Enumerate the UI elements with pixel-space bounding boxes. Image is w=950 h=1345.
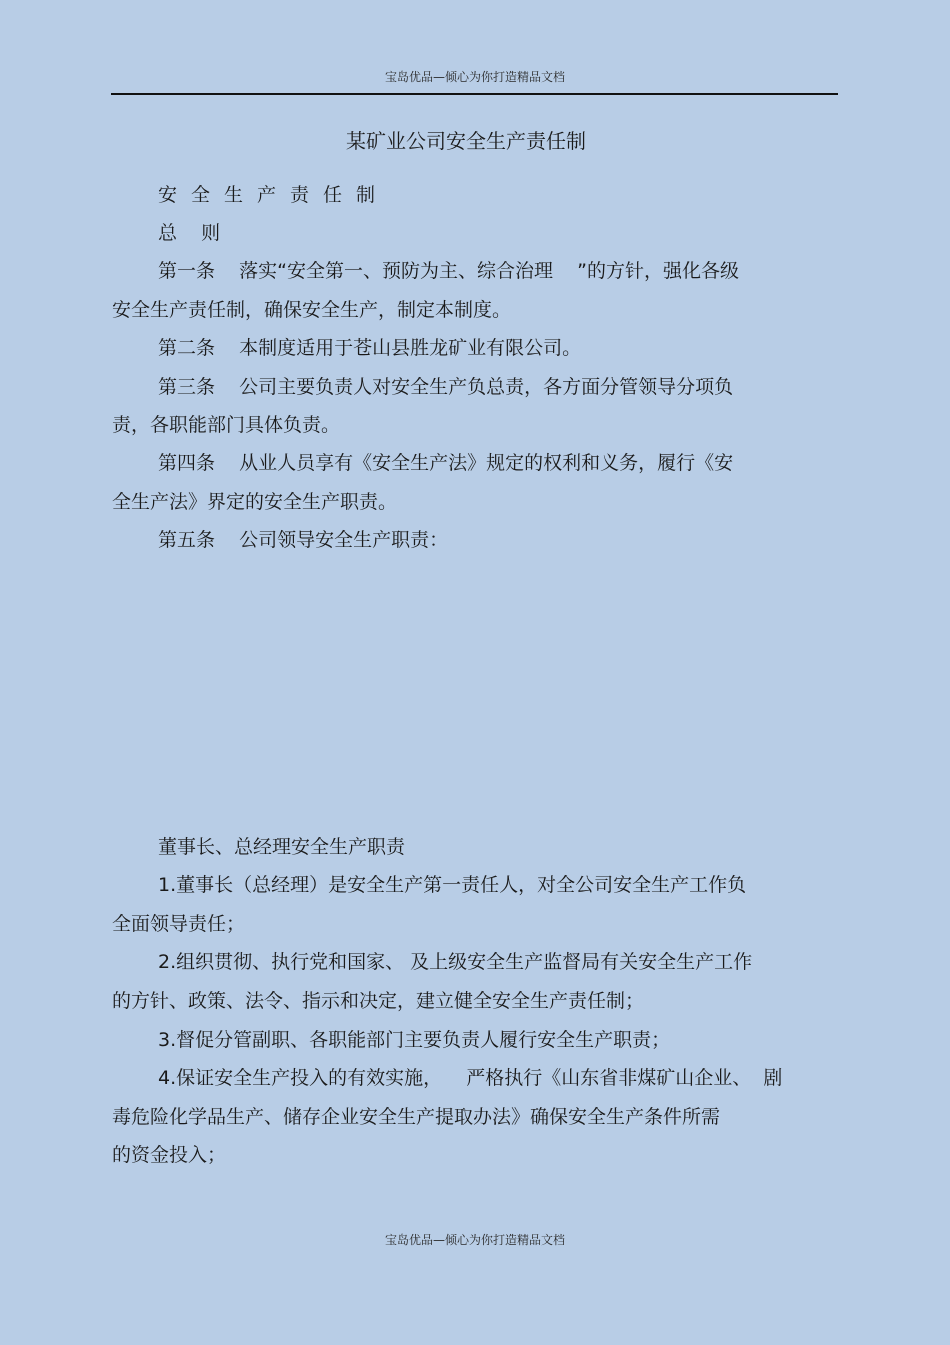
paragraph-line: 第五条 公司领导安全生产职责： (158, 529, 449, 551)
section-heading: 安全生产责任制 (158, 184, 390, 206)
paragraph-line: 全面领导责任； (112, 913, 246, 935)
subsection-heading: 董事长、总经理安全生产职责 (158, 836, 406, 858)
page-footer: 宝岛优品—倾心为你打造精品文档 (384, 1233, 565, 1247)
paragraph-line: 第一条 落实“安全第一、预防为主、综合治理 ”的方针，强化各级 (158, 260, 740, 282)
general-heading: 总 则 (158, 222, 221, 244)
paragraph-line: 第三条 公司主要负责人对安全生产负总责，各方面分管领导分项负 (158, 376, 734, 398)
paragraph-line: 的资金投入； (112, 1144, 227, 1166)
paragraph-line: 责，各职能部门具体负责。 (112, 414, 341, 436)
paragraph-line: 1.董事长（总经理）是安全生产第一责任人，对全公司安全生产工作负 (158, 874, 747, 896)
paragraph-line: 毒危险化学品生产、储存企业安全生产提取办法》确保安全生产条件所需 (112, 1106, 721, 1128)
paragraph-line: 的方针、政策、法令、指示和决定，建立健全安全生产责任制； (112, 990, 645, 1012)
header-divider (111, 93, 838, 95)
paragraph-line: 安全生产责任制，确保安全生产，制定本制度。 (112, 299, 512, 321)
paragraph-line: 4.保证安全生产投入的有效实施， 严格执行《山东省非煤矿山企业、 剧 (158, 1067, 783, 1089)
paragraph-line: 第二条 本制度适用于苍山县胜龙矿业有限公司。 (158, 337, 582, 359)
paragraph-line: 第四条 从业人员享有《安全生产法》规定的权利和义务，履行《安 (158, 452, 734, 474)
paragraph-line: 全生产法》界定的安全生产职责。 (112, 491, 398, 513)
paragraph-line: 3.督促分管副职、各职能部门主要负责人履行安全生产职责； (158, 1029, 671, 1051)
paragraph-line: 2.组织贯彻、执行党和国家、 及上级安全生产监督局有关安全生产工作 (158, 951, 753, 973)
page-header: 宝岛优品—倾心为你打造精品文档 (384, 70, 565, 84)
document-title: 某矿业公司安全生产责任制 (346, 129, 586, 153)
